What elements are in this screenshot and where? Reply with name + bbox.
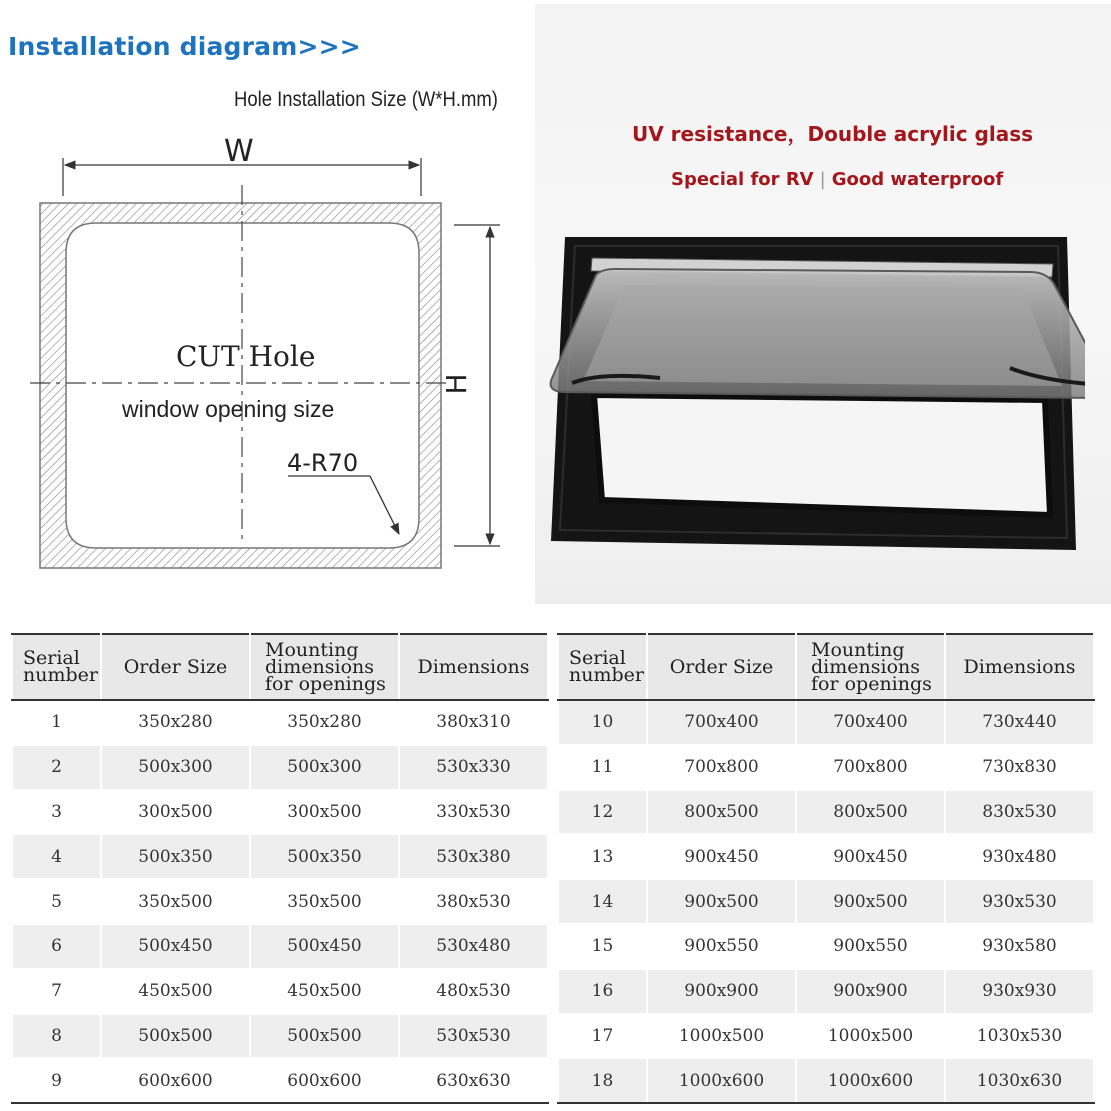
- cell-mounting: 500x500: [250, 1014, 399, 1059]
- header-line: dimensions: [265, 655, 374, 678]
- cell-order-size: 900x550: [647, 924, 796, 969]
- cell-serial: 12: [558, 790, 647, 835]
- table-row: [558, 834, 1094, 879]
- cell-mounting: 500x300: [250, 745, 399, 790]
- cell-order-size: 1000x600: [647, 1058, 796, 1103]
- cell-dimensions: 530x330: [399, 745, 548, 790]
- feature-separator: |: [819, 169, 826, 190]
- header-dimensions: Dimensions: [399, 634, 548, 700]
- cell-serial: 10: [558, 700, 647, 745]
- table-row: [558, 879, 1094, 924]
- cell-dimensions: 930x580: [945, 924, 1094, 969]
- cell-order-size: 350x500: [101, 879, 250, 924]
- cell-serial: 11: [558, 745, 647, 790]
- cell-order-size: 900x900: [647, 969, 796, 1014]
- header-mounting: [796, 634, 945, 700]
- cell-dimensions: 730x440: [945, 700, 1094, 745]
- opening-size-label: window opening size: [122, 396, 335, 422]
- cell-dimensions: 480x530: [399, 969, 548, 1014]
- cell-mounting: 450x500: [250, 969, 399, 1014]
- cell-dimensions: 330x530: [399, 790, 548, 835]
- header-line: Mounting: [265, 638, 359, 661]
- cell-mounting: 350x280: [250, 700, 399, 745]
- cell-order-size: 300x500: [101, 790, 250, 835]
- height-label: H: [440, 373, 473, 395]
- frame-outline: [40, 203, 441, 568]
- header-line: Serial: [23, 647, 80, 669]
- header-line: for openings: [265, 672, 386, 695]
- table-row: [12, 969, 548, 1014]
- cell-serial: 14: [558, 879, 647, 924]
- table-row: [558, 1014, 1094, 1059]
- header-order-size: Order Size: [647, 634, 796, 700]
- header-line: for openings: [811, 672, 932, 695]
- cell-serial: 9: [12, 1058, 101, 1103]
- feature-uv-glass: UV resistance，Double acrylic glass: [632, 122, 1034, 146]
- table-row: [12, 879, 548, 924]
- cell-order-size: 900x500: [647, 879, 796, 924]
- table-row: [558, 790, 1094, 835]
- cell-order-size: 900x450: [647, 834, 796, 879]
- width-label: W: [224, 134, 254, 169]
- rv-window-image: [540, 228, 1085, 558]
- table-row: [12, 745, 548, 790]
- cell-mounting: 900x450: [796, 834, 945, 879]
- size-table-left: [11, 633, 549, 1104]
- table-row: [12, 1014, 548, 1059]
- cell-serial: 2: [12, 745, 101, 790]
- cell-order-size: 350x280: [101, 700, 250, 745]
- table-row: [558, 924, 1094, 969]
- table-row: [12, 834, 548, 879]
- cell-serial: 7: [12, 969, 101, 1014]
- cell-serial: 4: [12, 834, 101, 879]
- cell-mounting: 500x350: [250, 834, 399, 879]
- cell-order-size: 450x500: [101, 969, 250, 1014]
- cell-mounting: 300x500: [250, 790, 399, 835]
- table-row: [12, 924, 548, 969]
- cell-mounting: 900x500: [796, 879, 945, 924]
- cell-order-size: 500x450: [101, 924, 250, 969]
- cell-mounting: 700x400: [796, 700, 945, 745]
- cell-dimensions: 930x930: [945, 969, 1094, 1014]
- feature-good-waterproof: Good waterproof: [831, 169, 1004, 190]
- cell-order-size: 1000x500: [647, 1014, 796, 1059]
- cell-serial: 13: [558, 834, 647, 879]
- feature-rv-waterproof: [671, 169, 1003, 190]
- cell-mounting: 500x450: [250, 924, 399, 969]
- cell-serial: 17: [558, 1014, 647, 1059]
- cut-hole-label: CUT Hole: [176, 340, 316, 373]
- table-row: [558, 969, 1094, 1014]
- cell-serial: 6: [12, 924, 101, 969]
- cell-serial: 15: [558, 924, 647, 969]
- header-serial: [558, 634, 647, 700]
- cell-dimensions: 530x380: [399, 834, 548, 879]
- cell-serial: 8: [12, 1014, 101, 1059]
- radius-label: 4-R70: [287, 449, 359, 477]
- installation-diagram: [0, 120, 530, 580]
- cell-dimensions: 380x310: [399, 700, 548, 745]
- cell-serial: 16: [558, 969, 647, 1014]
- table-row: [558, 745, 1094, 790]
- size-table-right: [557, 633, 1095, 1104]
- table-row: [558, 700, 1094, 745]
- cell-dimensions: 730x830: [945, 745, 1094, 790]
- cell-dimensions: 530x530: [399, 1014, 548, 1059]
- table-row: [12, 790, 548, 835]
- table-row: [12, 1058, 548, 1103]
- cell-order-size: 500x300: [101, 745, 250, 790]
- feature-special-rv: Special for RV: [671, 169, 814, 190]
- header-line: number: [569, 664, 644, 686]
- header-dimensions: Dimensions: [945, 634, 1094, 700]
- cell-dimensions: 1030x630: [945, 1058, 1094, 1103]
- cell-order-size: 600x600: [101, 1058, 250, 1103]
- cell-serial: 5: [12, 879, 101, 924]
- cell-dimensions: 930x530: [945, 879, 1094, 924]
- cell-mounting: 1000x600: [796, 1058, 945, 1103]
- cell-dimensions: 930x480: [945, 834, 1094, 879]
- header-line: Serial: [569, 647, 626, 669]
- cell-mounting: 900x900: [796, 969, 945, 1014]
- cell-dimensions: 830x530: [945, 790, 1094, 835]
- table-row: [12, 700, 548, 745]
- cell-serial: 1: [12, 700, 101, 745]
- cell-mounting: 1000x500: [796, 1014, 945, 1059]
- cell-dimensions: 380x530: [399, 879, 548, 924]
- cell-order-size: 700x400: [647, 700, 796, 745]
- header-mounting: [250, 634, 399, 700]
- header-line: number: [23, 664, 98, 686]
- cell-mounting: 350x500: [250, 879, 399, 924]
- table-row: [558, 1058, 1094, 1103]
- cell-mounting: 600x600: [250, 1058, 399, 1103]
- hole-size-caption: Hole Installation Size (W*H.mm): [234, 88, 498, 111]
- cell-serial: 18: [558, 1058, 647, 1103]
- header-line: Mounting: [811, 638, 905, 661]
- cell-order-size: 700x800: [647, 745, 796, 790]
- header-serial: [12, 634, 101, 700]
- header-line: dimensions: [811, 655, 920, 678]
- cell-mounting: 800x500: [796, 790, 945, 835]
- cell-mounting: 700x800: [796, 745, 945, 790]
- page-title: Installation diagram>>>: [8, 32, 361, 61]
- cell-mounting: 900x550: [796, 924, 945, 969]
- cell-dimensions: 630x630: [399, 1058, 548, 1103]
- cell-order-size: 800x500: [647, 790, 796, 835]
- cell-dimensions: 1030x530: [945, 1014, 1094, 1059]
- header-order-size: Order Size: [101, 634, 250, 700]
- cell-order-size: 500x500: [101, 1014, 250, 1059]
- cell-order-size: 500x350: [101, 834, 250, 879]
- cell-serial: 3: [12, 790, 101, 835]
- cell-dimensions: 530x480: [399, 924, 548, 969]
